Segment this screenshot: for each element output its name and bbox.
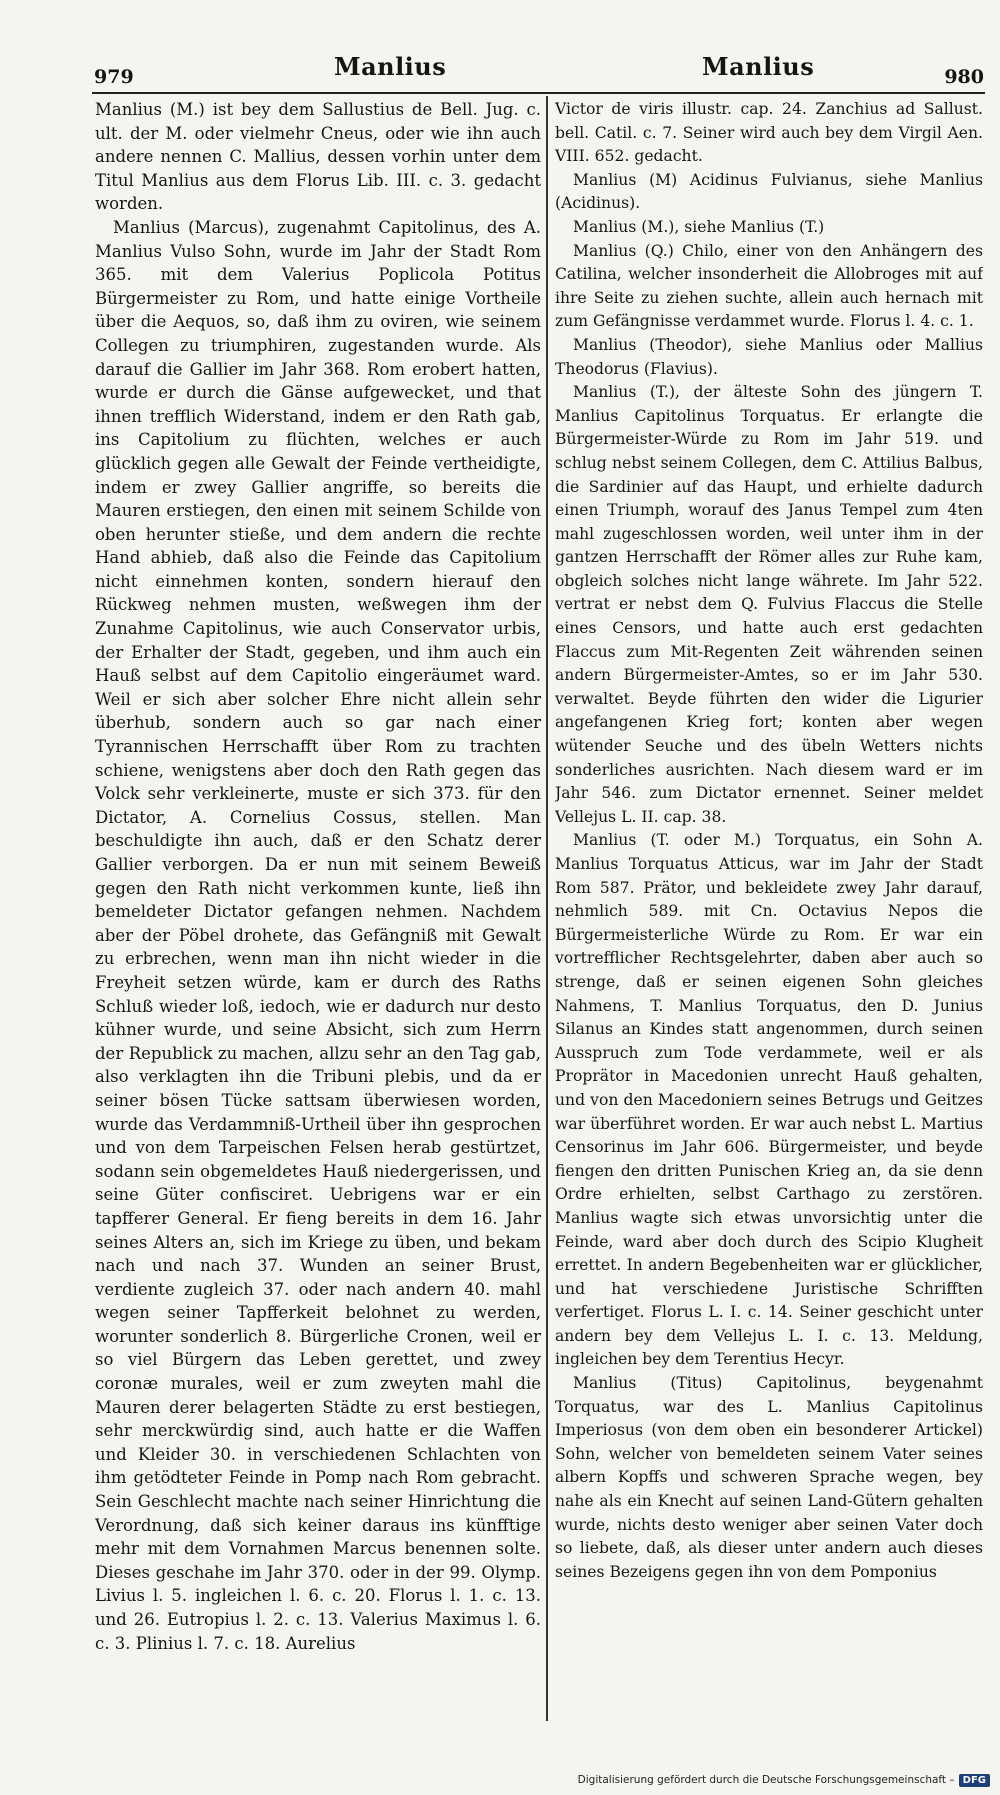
entry-continuation-victor: Victor de viris illustr. cap. 24. Zanchius ad Sallust. bell. Catil. c. 7. Seiner wird auch bey dem Virgil Aen. VIII. 652. gedacht.: [555, 100, 983, 166]
entry-manlius-theodor: Manlius (Theodor), siehe Manlius oder Mallius Theodorus (Flavius).: [555, 335, 983, 378]
header-rule: [92, 92, 985, 94]
page-header: [90, 52, 990, 92]
entry-manlius-m-see-t: Manlius (M.), siehe Manlius (T.): [573, 217, 825, 236]
right-column: [555, 98, 983, 1723]
column-divider: [546, 96, 548, 1721]
entry-manlius-q-chilo: Manlius (Q.) Chilo, einer von den Anhängern des Catilina, welcher insonderheit die Allobroges mit auf ihre Seite zu ziehen suchte, allein auch hernach mit zum Gefängnisse verdammet wurde. Florus l. 4. c. 1.: [555, 241, 983, 331]
footer-text: Digitalisierung gefördert durch die Deutsche Forschungsgemeinschaft –: [577, 1774, 955, 1786]
dfg-logo: DFG: [959, 1774, 990, 1787]
page-number-left: 979: [94, 66, 134, 88]
running-head-right: Manlius: [702, 52, 815, 81]
entry-manlius-t-or-m-torquatus: Manlius (T. oder M.) Torquatus, ein Sohn A. Manlius Torquatus Atticus, war im Jahr der Stadt Rom 587. Prätor, und bekleidete zwey Jahr darauf, nehmlich 589. mit Cn. Octavius Nepos die Bürgermeisterliche Würde zu Rom. Er war ein vortrefflicher Rechtsgelehrter, daben aber auch so strenge, daß er seinen eigenen Sohn gleiches Nahmens, T. Manlius Torquatus, den D. Junius Silanus an Kindes statt angenommen, durch seinen Ausspruch zum Tode verdammete, weil er als Proprätor in Macedonien unrecht Hauß gehalten, und von den Macedoniern seines Betrugs und Geitzes war überführet worden. Er war auch nebst L. Martius Censorinus im Jahr 606. Bürgermeister, und beyde fiengen den dritten Punischen Krieg an, da sie denn Ordre erhielten, selbst Carthago zu zerstören. Manlius wagte sich etwas unvorsichtig unter die Feinde, ward aber doch durch des Scipio Klugheit errettet. In andern Begebenheiten war er glücklicher, und hat verschiedene Juristische Schrifften verfertiget. Florus L. I. c. 14. Seiner geschicht unter andern bey dem Vellejus L. I. c. 13. Meldung, ingleichen bey dem Terentius Hecyr.: [555, 831, 983, 1369]
entry-manlius-marcus-capitolinus: Manlius (Marcus), zugenahmt Capitolinus, des A. Manlius Vulso Sohn, wurde im Jahr der Stadt Rom 365. mit dem Valerius Poplicola Potitus Bürgermeister zu Rom, und hatte einige Vortheile über die Aequos, so, daß ihm zu oviren, wie seinem Collegen zu triumphiren, zugestanden wurde. Als darauf die Gallier im Jahr 368. Rom erobert hatten, wurde er durch die Gänse aufgewecket, und that ihnen trefflich Widerstand, indem er den Rath gab, ins Capitolium zu flüchten, welches er auch glücklich gegen alle Gewalt der Feinde vertheidigte, indem er zwey Gallier angriffe, so bereits die Mauren erstiegen, den einen mit seinem Schilde von oben herunter stieße, und dem andern die rechte Hand abhieb, daß also die Feinde das Capitolium nicht einnehmen konten, sondern hierauf den Rückweg nehmen musten, weßwegen ihm der Zunahme Capitolinus, wie auch Conservator urbis, der Erhalter der Stadt, gegeben, und ihm auch ein Hauß selbst auf dem Capitolio eingeräumet ward. Weil er sich aber solcher Ehre nicht allein sehr überhub, sondern auch so gar nach einer Tyrannischen Herrschafft über Rom zu trachten schiene, wenigstens aber doch den Rath gegen das Volck sehr verkleinerte, muste er sich 373. für den Dictator, A. Cornelius Cossus, stellen. Man beschuldigte ihn auch, daß er den Schatz derer Gallier verborgen. Da er nun mit seinem Beweiß gegen den Rath nicht verkommen kunte, ließ ihn bemeldeter Dictator gefangen nehmen. Nachdem aber der Pöbel drohete, das Gefängniß mit Gewalt zu erbrechen, wenn man ihn nicht wieder in die Freyheit setzen würde, kam er durch des Raths Schluß wieder loß, iedoch, wie er dadurch nur desto kühner wurde, und seine Absicht, sich zum Herrn der Republick zu machen, allzu sehr an den Tag gab, also verklagten ihn die Tribuni plebis, und da er seiner bösen Tücke sattsam überwiesen worden, wurde das Verdammniß-Urtheil über ihn gesprochen und von dem Tarpeischen Felsen herab gestürtzet, sodann sein obgemeldetes Hauß niedergerissen, und seine Güter confisciret. Uebrigens war er ein tapfferer General. Er fieng bereits in dem 16. Jahr seines Alters an, sich im Kriege zu üben, und bekam nach und nach 37. Wunden an seiner Brust, verdiente zugleich 37. oder nach andern 40. mahl wegen seiner Tapfferkeit belohnet zu werden, worunter sonderlich 8. Bürgerliche Cronen, weil er so viel Bürgern das Leben gerettet, und zwey coronæ murales, weil er zum zweyten mahl die Mauren derer belagerten Städte zu erst bestiegen, sehr merckwürdig sind, auch hatte er die Waffen und Kleider 30. in verschiedenen Schlachten von ihm getödteter Feinde in Pomp nach Rom gebracht. Sein Geschlecht machte nach seiner Hinrichtung die Verordnung, daß sich keiner daraus ins künfftige mehr mit dem Vornahmen Marcus benennen solte. Dieses geschahe im Jahr 370. oder in der 99. Olymp. Livius l. 5. ingleichen l. 6. c. 20. Florus l. 1. c. 13. und 26. Eutropius l. 2. c. 13. Valerius Maximus l. 6. c. 3. Plinius l. 7. c. 18. Aurelius: [95, 217, 541, 1653]
digitization-footer: [578, 1771, 990, 1789]
entry-manlius-m-sallustius: Manlius (M.) ist bey dem Sallustius de Bell. Jug. c. ult. der M. oder vielmehr Cneus, oder wie ihn auch andere nennen C. Mallius, dessen vorhin unter dem Titul Manlius aus dem Florus Lib. III. c. 3. gedacht worden.: [95, 100, 541, 214]
entry-manlius-titus-capitolinus: Manlius (Titus) Capitolinus, beygenahmt Torquatus, war des L. Manlius Capitolinus Imperiosus (von dem oben ein besonderer Artickel) Sohn, welcher von bemeldeten seinem Vater seines albern Kopffs und schweren Sprache wegen, bey nahe als ein Knecht auf seinen Land-Gütern gehalten wurde, nichts desto weniger aber seinen Vater doch so liebete, daß, als dieser unter andern auch dieses seines Bezeigens gegen ihn von dem Pomponius: [555, 1374, 983, 1581]
left-column: [95, 98, 541, 1723]
page-number-right: 980: [944, 66, 984, 88]
running-head-left: Manlius: [334, 52, 447, 81]
entry-manlius-t: Manlius (T.), der älteste Sohn des jüngern T. Manlius Capitolinus Torquatus. Er erlangte die Bürgermeister-Würde zu Rom im Jahr 519. und schlug nebst seinem Collegen, dem C. Attilius Balbus, die Sardinier auf das Haupt, und erhielte dadurch einen Triumph, worauf des Janus Tempel zum 4ten mahl zugeschlossen worden, weil unter ihm in der gantzen Herrschafft der Römer alles zur Ruhe kam, obgleich solches nicht lange währete. Im Jahr 522. vertrat er nebst dem Q. Fulvius Flaccus die Stelle eines Censors, und hatte auch erst gedachten Flaccus zum Mit-Regenten Zeit währenden seinen andern Bürgermeister-Amtes, so er im Jahr 530. verwaltet. Beyde führten den wider die Ligurier angefangenen Krieg fort; konten aber wegen wütender Seuche und des übeln Wetters nichts sonderliches ausrichten. Nach diesem ward er im Jahr 546. zum Dictator ernennet. Seiner meldet Vellejus L. II. cap. 38.: [555, 383, 983, 826]
entry-manlius-acidinus-fulvianus: Manlius (M) Acidinus Fulvianus, siehe Manlius (Acidinus).: [555, 170, 983, 213]
